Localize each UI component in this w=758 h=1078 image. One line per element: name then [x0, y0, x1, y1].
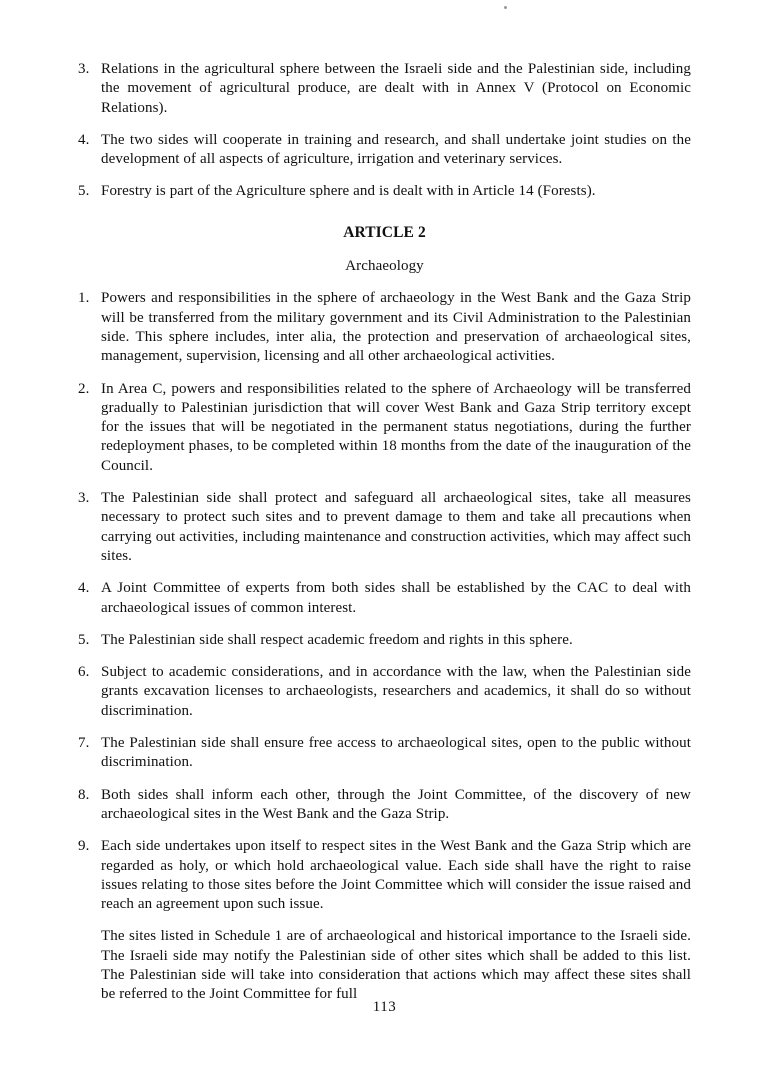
continuation-paragraph: The sites listed in Schedule 1 are of archaeological and historical importance to the Israeli side. The Israeli side may notify the Palestinian side of other sites which shall be added to this list. The Palestinian side will take into consideration that actions which may affect these sites shall be referred to the Joint Committee for full [101, 928, 691, 1003]
article-subheading: Archaeology [345, 258, 424, 275]
article-heading: ARTICLE 2 [343, 223, 426, 241]
item-number: 3. [78, 490, 90, 507]
list-item [78, 380, 691, 476]
item-text: The Palestinian side shall ensure free access to archaeological sites, open to the public without discrimination. [101, 735, 691, 771]
item-text: Both sides shall inform each other, through the Joint Committee, of the discovery of new archaeological sites in the West Bank and the Gaza Strip. [101, 786, 691, 822]
item-text: Relations in the agricultural sphere between the Israeli side and the Palestinian side, including the movement of agricultural produce, are dealt with in Annex V (Protocol on Economic Relations). [101, 61, 691, 116]
list-item [78, 837, 691, 914]
item-text: The Palestinian side shall protect and safeguard all archaeological sites, take all measures necessary to protect such sites and to prevent damage to them and take all precautions when carrying out activities, including maintenance and construction activities, which may affect such sites. [101, 490, 691, 564]
list-item [78, 786, 691, 825]
item-text: The two sides will cooperate in training and research, and shall undertake joint studies on the development of all aspects of agriculture, irrigation and veterinary services. [101, 131, 691, 168]
list-item [78, 60, 691, 118]
item-number: 9. [78, 838, 90, 855]
item-text: Subject to academic considerations, and in accordance with the law, when the Palestinian side grants excavation licenses to archaeologists, researchers and academics, it shall do so without discrimination. [101, 664, 691, 719]
list-item [78, 182, 691, 201]
item-text: Powers and responsibilities in the sphere of archaeology in the West Bank and the Gaza Strip will be transferred from the military government and its Civil Administration to the Palestinian side. This sphere includes, inter alia, the protection and preservation of archaeological sites, management, supervision, licensing and all other archaeological activities. [101, 290, 691, 365]
item-number: 4. [78, 131, 90, 148]
item-text: Each side undertakes upon itself to respect sites in the West Bank and the Gaza Strip which are regarded as holy, or which hold archaeological value. Each side shall have the right to raise issues relating to those sites before the Joint Committee which will consider the issue raised and reach an agreement upon such issue. [101, 838, 691, 913]
page-number: 113 [372, 999, 397, 1015]
item-number: 7. [78, 735, 90, 752]
item-number: 1. [78, 290, 90, 307]
item-number: 2. [78, 380, 90, 397]
scan-artifact-dot [504, 6, 507, 9]
list-item [78, 631, 691, 650]
list-item [78, 489, 691, 566]
item-text: In Area C, powers and responsibilities related to the sphere of Archaeology will be transferred gradually to Palestinian jurisdiction that will cover West Bank and Gaza Strip territory except for the issues that will be negotiated in the permanent status negotiations, during the further redeployment phases, to be completed within 18 months from the date of the inauguration of the Council. [101, 380, 691, 474]
item-text: Forestry is part of the Agriculture sphere and is dealt with in Article 14 (Forests). [101, 183, 596, 200]
item-number: 8. [78, 786, 90, 803]
item-text: A Joint Committee of experts from both sides shall be established by the CAC to deal with archaeological issues of common interest. [101, 580, 691, 616]
page-body [78, 60, 691, 1005]
item-number: 4. [78, 580, 90, 597]
item-number: 6. [78, 664, 90, 681]
item-number: 5. [78, 631, 90, 648]
list-item [78, 734, 691, 773]
item-number: 5. [78, 183, 90, 200]
item-text: The Palestinian side shall respect academic freedom and rights in this sphere. [101, 631, 573, 648]
item-number: 3. [78, 61, 90, 77]
list-item [78, 289, 691, 366]
list-item [78, 579, 691, 618]
list-item [78, 131, 691, 170]
list-item [78, 663, 691, 721]
